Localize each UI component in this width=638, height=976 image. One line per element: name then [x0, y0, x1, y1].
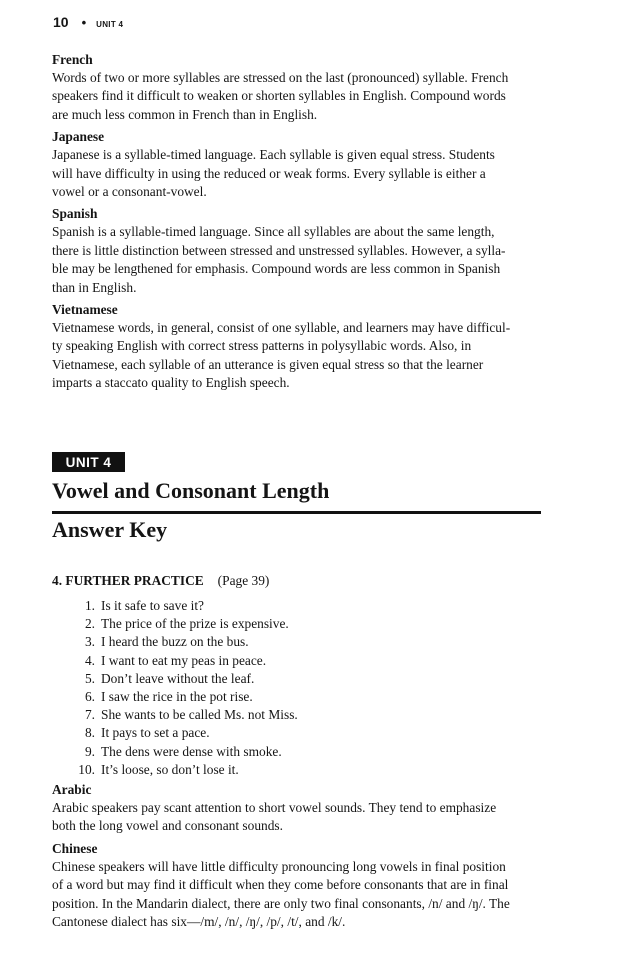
- answer-number: 1.: [84, 598, 95, 613]
- unit-badge: UNIT 4: [52, 452, 125, 472]
- answer-number: 6.: [84, 689, 95, 705]
- answer-text: I want to eat my peas in peace.: [101, 652, 267, 668]
- paragraph-line: Cantonese dialect has six—/m/, /n/, /ŋ/, /p/, /t/, and /k/.: [52, 914, 346, 930]
- section-heading: Spanish: [52, 206, 98, 222]
- answer-number: 7.: [84, 707, 95, 723]
- header-bullet: •: [81, 15, 87, 30]
- further-practice-page-ref: (Page 39): [217, 573, 270, 588]
- further-practice-heading: [52, 572, 269, 590]
- section-paragraph: [52, 799, 542, 836]
- answer-item: [73, 761, 298, 779]
- answer-number: 8.: [84, 725, 95, 741]
- answer-item: [73, 688, 298, 706]
- paragraph-line: Vietnamese, each syllable of an utterance is given equal stress so that the learner: [52, 356, 484, 372]
- paragraph-line: ble may be lengthened for emphasis. Compound words are less common in Spanish: [52, 261, 501, 277]
- answer-number: 9.: [84, 743, 95, 759]
- page-number: 10: [53, 14, 69, 30]
- answer-item: [73, 670, 298, 688]
- section-paragraph: [52, 858, 542, 932]
- paragraph-line: both the long vowel and consonant sounds.: [52, 818, 283, 834]
- running-header: [53, 14, 123, 32]
- paragraph-line: than in English.: [52, 279, 137, 295]
- paragraph-line: imparts a staccato quality to English speech.: [52, 375, 290, 391]
- paragraph-line: speakers find it difficult to weaken or shorten syllables in English. Compound words: [52, 88, 506, 104]
- answer-text: It pays to set a pace.: [101, 725, 210, 741]
- answer-item: [73, 597, 298, 615]
- paragraph-line: Vietnamese words, in general, consist of one syllable, and learners may have difficul-: [52, 320, 511, 336]
- answer-item: [73, 615, 298, 633]
- answer-text: The price of the prize is expensive.: [101, 616, 289, 632]
- section-paragraph: [52, 223, 542, 297]
- answer-text: I heard the buzz on the bus.: [101, 634, 249, 650]
- paragraph-line: Japanese is a syllable-timed language. Each syllable is given equal stress. Students: [52, 147, 495, 163]
- section-heading: Vietnamese: [52, 302, 118, 318]
- answer-text: The dens were dense with smoke.: [101, 743, 282, 759]
- paragraph-line: Chinese speakers will have little difficulty pronouncing long vowels in final position: [52, 858, 506, 874]
- answer-text: I saw the rice in the pot rise.: [101, 689, 253, 705]
- paragraph-line: position. In the Mandarin dialect, there are only two final consonants, /n/ and /ŋ/. The: [52, 895, 510, 911]
- answer-number: 10.: [78, 761, 95, 777]
- answer-item: [73, 724, 298, 742]
- section-paragraph: [52, 319, 542, 393]
- paragraph-line: Words of two or more syllables are stressed on the last (pronounced) syllable. French: [52, 70, 509, 85]
- section-heading: Japanese: [52, 129, 105, 145]
- answer-list: [73, 597, 298, 779]
- further-practice-title: 4. FURTHER PRACTICE: [52, 573, 204, 588]
- section-heading: Chinese: [52, 840, 98, 856]
- answer-text: Is it safe to save it?: [101, 598, 204, 613]
- answer-text: Don’t leave without the leaf.: [101, 670, 255, 686]
- section-paragraph: [52, 69, 542, 124]
- paragraph-line: will have difficulty in using the reduced or weak forms. Every syllable is either a: [52, 165, 486, 181]
- answer-text: She wants to be called Ms. not Miss.: [101, 707, 298, 723]
- paragraph-line: Spanish is a syllable-timed language. Since all syllables are about the same length,: [52, 224, 495, 240]
- section-paragraph: [52, 146, 542, 201]
- header-unit-label: UNIT 4: [96, 20, 124, 29]
- answer-key-heading: Answer Key: [52, 517, 168, 542]
- section-heading: French: [52, 52, 93, 67]
- paragraph-line: are much less common in French than in English.: [52, 106, 318, 122]
- paragraph-line: vowel or a consonant-vowel.: [52, 184, 207, 200]
- answer-number: 5.: [84, 670, 95, 686]
- paragraph-line: of a word but may find it difficult when they come before consonants that are in final: [52, 877, 509, 893]
- paragraph-line: Arabic speakers pay scant attention to short vowel sounds. They tend to emphasize: [52, 800, 497, 815]
- answer-item: [73, 743, 298, 761]
- answer-text: It’s loose, so don’t lose it.: [101, 761, 239, 777]
- unit-title: Vowel and Consonant Length: [52, 478, 330, 503]
- answer-number: 2.: [84, 616, 95, 632]
- answer-number: 3.: [84, 634, 95, 650]
- answer-number: 4.: [84, 652, 95, 668]
- language-notes-top: [52, 51, 542, 397]
- answer-item: [73, 633, 298, 651]
- answer-item: [73, 652, 298, 670]
- language-notes-bottom: [52, 781, 542, 935]
- answer-item: [73, 706, 298, 724]
- section-heading: Arabic: [52, 782, 92, 797]
- paragraph-line: ty speaking English with correct stress patterns in polysyllabic words. Also, in: [52, 338, 472, 354]
- paragraph-line: there is little distinction between stressed and unstressed syllables. However, a sylla-: [52, 242, 506, 258]
- title-rule: [52, 511, 541, 514]
